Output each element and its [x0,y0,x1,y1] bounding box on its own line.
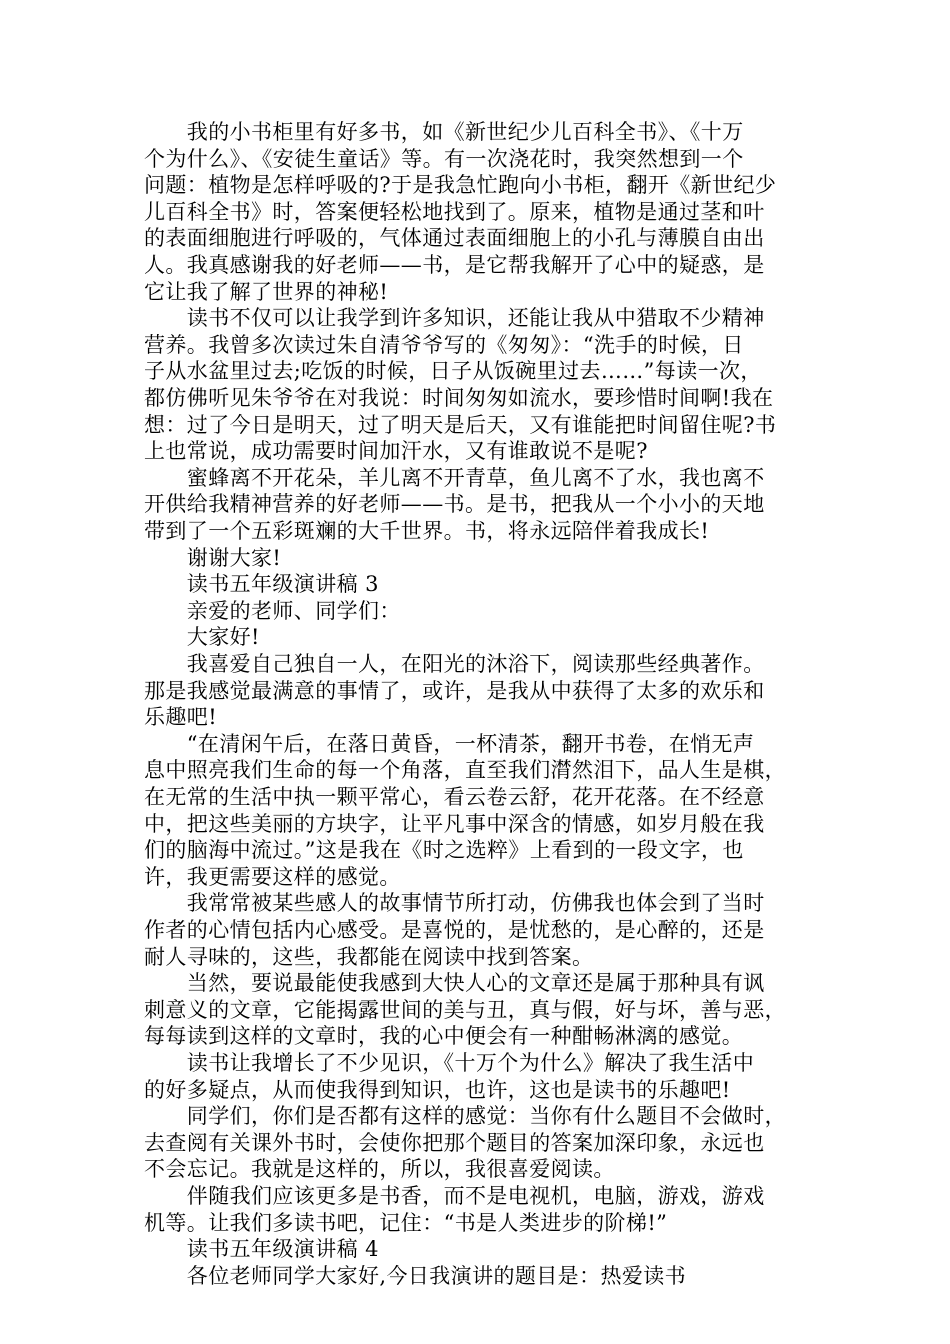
text-line: 儿百科全书》时，答案便轻松地找到了。原来，植物是通过茎和叶 [144,199,765,224]
text-line: 我的小书柜里有好多书，如《新世纪少儿百科全书》、《十万 [144,120,744,144]
text-line: 读书不仅可以让我学到许多知识，还能让我从中猎取不少精神 [144,306,765,331]
text-line: 读书五年级演讲稿 3 [144,572,379,597]
text-line: 伴随我们应该更多是书香，而不是电视机，电脑，游戏，游戏 [144,1184,765,1208]
text-line: 读书让我增长了不少见识，《十万个为什么》解决了我生活中 [144,1051,755,1075]
text-line: 许，我更需要这样的感觉。 [144,864,401,889]
text-line: 谢谢大家! [144,545,282,570]
text-line: 当然，要说最能使我感到大快人心的文章还是属于那种具有讽 [144,971,765,996]
text-line: 们的脑海中流过。”这是我在《时之选粹》上看到的一段文字，也 [144,838,744,863]
text-line: 大家好! [144,625,260,650]
text-line: 带到了一个五彩斑斓的大千世界。书，将永远陪伴着我成长! [144,519,710,543]
text-line: 不会忘记。我就是这样的，所以，我很喜爱阅读。 [144,1157,615,1182]
text-line: 上也常说，成功需要时间加汗水，又有谁敢说不是呢? [144,439,648,464]
text-line: 的好多疑点，从而使我得到知识，也许，这也是读书的乐趣吧! [144,1077,731,1102]
text-line: 中，把这些美丽的方块字，让平凡事中深含的情感，如岁月般在我 [144,811,765,836]
text-line: 蜜蜂离不开花朵，羊儿离不开青草，鱼儿离不了水，我也离不 [144,465,765,490]
text-line: 读书五年级演讲稿 4 [144,1237,379,1262]
text-line: 它让我了解了世界的神秘! [144,279,389,304]
text-line: 的表面细胞进行呼吸的，气体通过表面细胞上的小孔与薄膜自由出 [144,226,765,251]
text-line: 在无常的生活中执一颗平常心，看云卷云舒，花开花落。在不经意 [144,785,765,809]
text-line: 息中照亮我们生命的每一个角落，直至我们潸然泪下，品人生是棋， [144,758,786,783]
text-line: 我喜爱自己独自一人，在阳光的沐浴下，阅读那些经典著作。 [144,652,765,676]
text-line: 同学们，你们是否都有这样的感觉：当你有什么题目不会做时， [144,1104,786,1129]
text-line: 每每读到这样的文章时，我的心中便会有一种酣畅淋漓的感觉。 [144,1024,744,1049]
text-line: 子从水盆里过去;吃饭的时候，日子从饭碗里过去……”每读一次， [144,359,762,384]
text-line: 刺意义的文章，它能揭露世间的美与丑，真与假，好与坏，善与恶， [144,997,786,1022]
text-line: 营养。我曾多次读过朱自清爷爷写的《匆匆》：“洗手的时候，日 [144,332,744,357]
text-line: 想：过了今日是明天，过了明天是后天，又有谁能把时间留住呢?书 [144,412,777,437]
text-line: 机等。让我们多读书吧，记住：“书是人类进步的阶梯!” [144,1210,668,1235]
text-line: 亲爱的老师、同学们： [144,598,401,623]
text-line: 问题：植物是怎样呼吸的?于是我急忙跑向小书柜，翻开《新世纪少 [144,173,777,198]
text-line: 各位老师同学大家好,今日我演讲的题目是：热爱读书 [144,1263,687,1288]
text-line: 我常常被某些感人的故事情节所打动，仿佛我也体会到了当时 [144,891,765,916]
text-line: 人。我真感谢我的好老师——书，是它帮我解开了心中的疑惑，是 [144,253,765,277]
text-line: 那是我感觉最满意的事情了，或许，是我从中获得了太多的欢乐和 [144,678,765,703]
text-line: 耐人寻味的，这些，我都能在阅读中找到答案。 [144,944,594,969]
text-line: 都仿佛听见朱爷爷在对我说：时间匆匆如流水，要珍惜时间啊!我在 [144,386,774,410]
text-line: 开供给我精神营养的好老师——书。是书，把我从一个小小的天地 [144,492,765,517]
text-line: 个为什么》、《安徒生童话》等。有一次浇花时，我突然想到一个 [144,146,744,171]
text-line: 去查阅有关课外书时，会使你把那个题目的答案加深印象，永远也 [144,1130,765,1155]
text-line: 乐趣吧! [144,705,218,730]
text-line: 作者的心情包括内心感受。是喜悦的，是忧愁的，是心醉的，还是 [144,918,765,942]
text-line: “在清闲午后，在落日黄昏，一杯清茶，翻开书卷，在悄无声 [144,731,755,756]
